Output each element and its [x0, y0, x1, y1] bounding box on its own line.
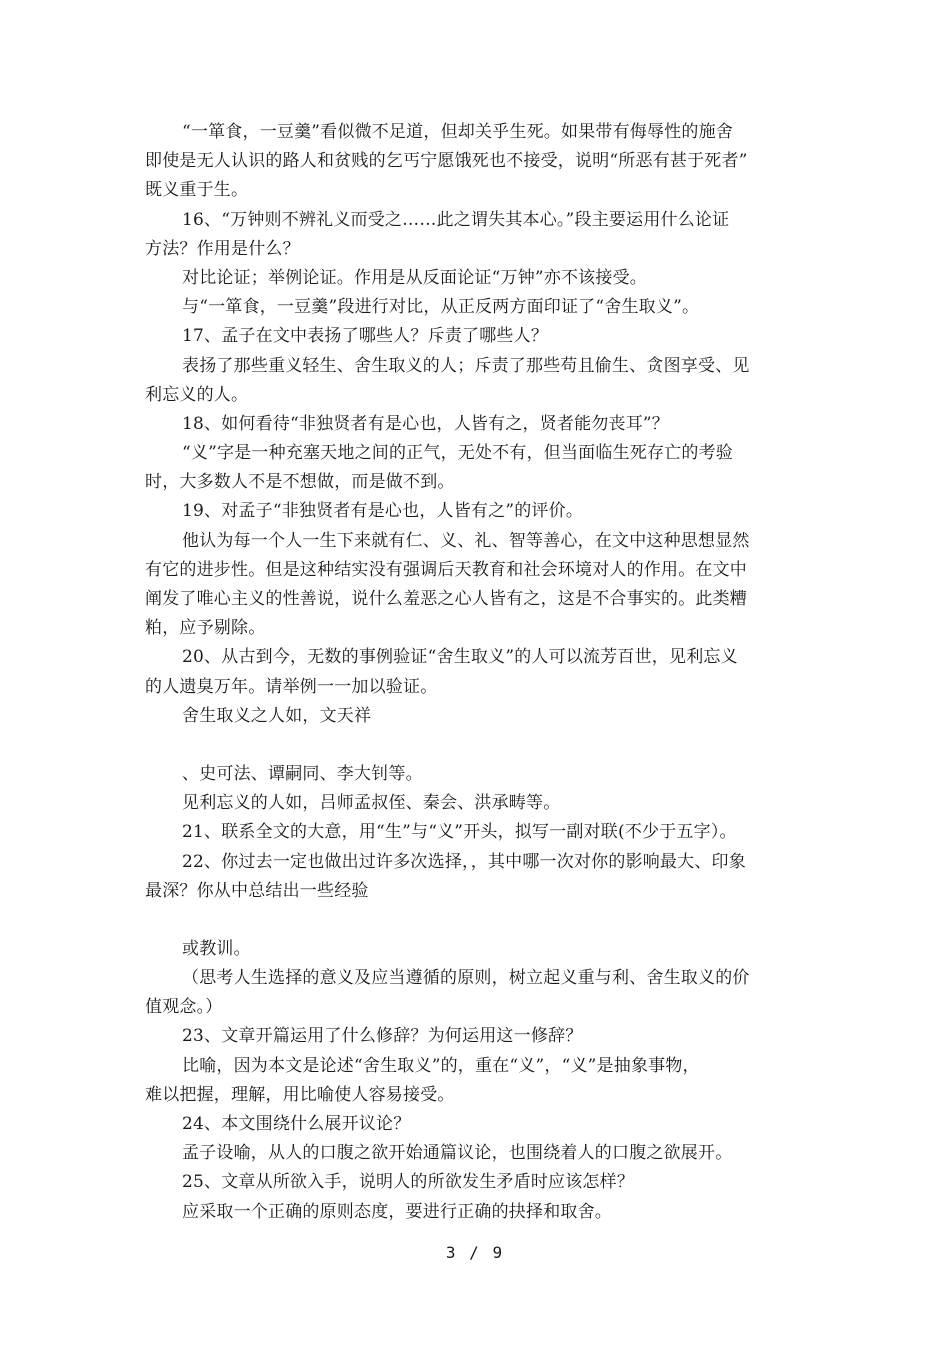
text-line: 难以把握，理解，用比喻使人容易接受。	[145, 1084, 455, 1105]
answer-line: 比喻，因为本文是论述“舍生取义”的，重在“义”，“义”是抽象事物，	[182, 1055, 700, 1076]
answer-line: （思考人生选择的意义及应当遵循的原则，树立起义重与利、舍生取义的价	[182, 968, 750, 989]
blank-gap	[145, 731, 810, 760]
answer-line: 见利忘义的人如，吕师孟叔侄、秦会、洪承畴等。	[182, 793, 561, 814]
text-line: 即使是无人认识的路人和贫贱的乞丐宁愿饿死也不接受，说明“所恶有甚于死者”	[145, 151, 748, 172]
text-line: 时，大多数人不是不想做，而是做不到。	[145, 472, 455, 493]
question-16: 16、“万钟则不辨礼义而受之……此之谓失其本心。”段主要运用什么论证	[182, 209, 730, 230]
answer-line: 、史可法、谭嗣同、李大钊等。	[182, 763, 423, 784]
blank-gap	[145, 906, 810, 935]
text-line: 有它的进步性。但是这种结实没有强调后天教育和社会环境对人的作用。在文中	[145, 559, 747, 580]
question-24: 24、本文围绕什么展开议论？	[182, 1114, 411, 1134]
question-19: 19、对孟子“非独贤者有是心也，人皆有之”的评价。	[182, 501, 584, 522]
text-line: 最深？你从中总结出一些经验	[145, 880, 369, 901]
text-line: 粕，应予剔除。	[145, 618, 266, 639]
document-body	[145, 118, 810, 1227]
text-line: 既义重于生。	[145, 180, 249, 201]
page-number: 3 / 9	[445, 1243, 505, 1262]
answer-line: 对比论证；举例论证。作用是从反面论证“万钟”亦不该接受。	[182, 267, 647, 288]
answer-line: 应采取一个正确的原则态度，要进行正确的抉择和取舍。	[182, 1201, 612, 1222]
text-line: 或教训。	[182, 938, 251, 959]
answer-line: 孟子设喻，从人的口腹之欲开始通篇议论，也围绕着人的口腹之欲展开。	[182, 1143, 733, 1164]
text-line: 方法？作用是什么？	[145, 238, 300, 259]
text-line: 利忘义的人。	[145, 384, 249, 405]
text-line: 阐发了唯心主义的性善说，说什么羞恶之心人皆有之，这是不合事实的。此类糟	[145, 589, 747, 609]
answer-line: “义”字是一种充塞天地之间的正气，无处不有，但当面临生死存亡的考验	[182, 443, 733, 464]
question-22: 22、你过去一定也做出过许多次选择，，其中哪一次对你的影响最大、印象	[182, 851, 746, 872]
answer-line: 舍生取义之人如，文天祥	[182, 705, 372, 726]
question-20: 20、从古到今，无数的事例验证“舍生取义”的人可以流芳百世，见利忘义	[182, 647, 738, 668]
answer-line: 他认为每一个人一生下来就有仁、义、礼、智等善心，在文中这种思想显然	[182, 530, 750, 551]
text-line: “一箪食，一豆羹”看似微不足道，但却关乎生死。如果带有侮辱性的施舍	[182, 122, 733, 142]
text-line: 的人遗臭万年。请举例一一加以验证。	[145, 676, 438, 697]
question-25: 25、文章从所欲入手，说明人的所欲发生矛盾时应该怎样？	[182, 1172, 635, 1193]
text-line: 值观念。）	[145, 997, 223, 1018]
question-17: 17、孟子在文中表扬了哪些人？斥责了哪些人？	[182, 326, 549, 347]
question-21: 21、联系全文的大意，用“生”与“义”开头，拟写一副对联(不少于五字）。	[182, 822, 737, 843]
answer-line: 与“一箪食，一豆羹”段进行对比，从正反两方面印证了“舍生取义”。	[182, 297, 700, 318]
question-18: 18、如何看待“非独贤者有是心也，人皆有之，贤者能勿丧耳”？	[182, 413, 670, 434]
question-23: 23、文章开篇运用了什么修辞？为何运用这一修辞？	[182, 1026, 583, 1047]
answer-line: 表扬了那些重义轻生、舍生取义的人；斥责了那些苟且偷生、贪图享受、见	[182, 355, 750, 376]
